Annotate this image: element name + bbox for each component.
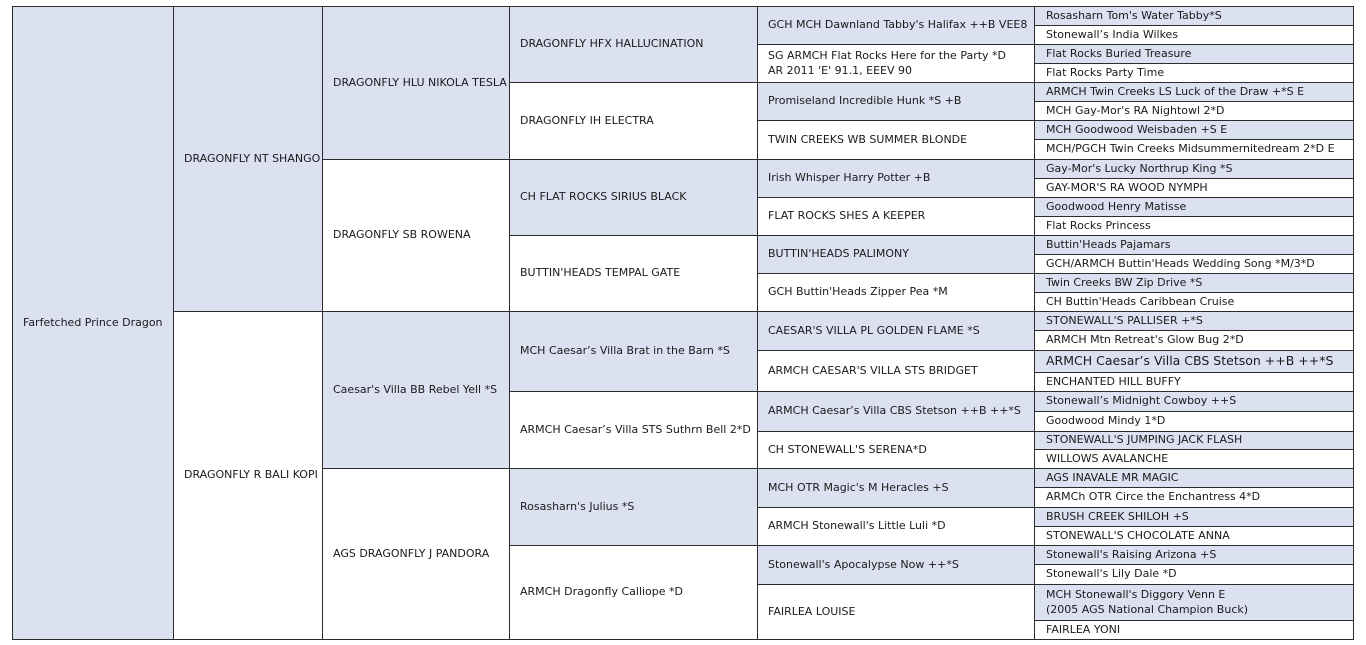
gen1-animal: Farfetched Prince Dragon bbox=[12, 6, 174, 640]
gen4-cell: BUTTIN'HEADS TEMPAL GATE bbox=[509, 235, 758, 312]
gen6-name: MCH Stonewall's Diggory Venn E bbox=[1046, 587, 1226, 601]
gen5-cell: Promiseland Incredible Hunk *S +B bbox=[757, 82, 1035, 121]
gen5-cell: FAIRLEA LOUISE bbox=[757, 584, 1035, 640]
gen4-cell: ARMCH Dragonfly Calliope *D bbox=[509, 545, 758, 640]
gen6-cell: MCH Gay-Mor's RA Nightowl 2*D bbox=[1034, 101, 1354, 121]
gen4-cell: Rosasharn's Julius *S bbox=[509, 468, 758, 546]
gen6-cell: STONEWALL'S PALLISER +*S bbox=[1034, 311, 1354, 331]
gen5-cell: ARMCH Stonewall's Little Luli *D bbox=[757, 507, 1035, 546]
gen6-cell: FAIRLEA YONI bbox=[1034, 620, 1354, 640]
gen5-cell: FLAT ROCKS SHES A KEEPER bbox=[757, 197, 1035, 236]
gen6-cell: STONEWALL'S CHOCOLATE ANNA bbox=[1034, 526, 1354, 546]
gen4-cell: MCH Caesar’s Villa Brat in the Barn *S bbox=[509, 311, 758, 392]
gen6-cell: Rosasharn Tom's Water Tabby*S bbox=[1034, 6, 1354, 26]
gen6-cell: Stonewall’s Midnight Cowboy ++S bbox=[1034, 391, 1354, 412]
gen6-cell: Buttin'Heads Pajamars bbox=[1034, 235, 1354, 255]
gen3-cell: Caesar's Villa BB Rebel Yell *S bbox=[322, 311, 510, 469]
gen4-cell: CH FLAT ROCKS SIRIUS BLACK bbox=[509, 159, 758, 236]
gen6-cell: Goodwood Henry Matisse bbox=[1034, 197, 1354, 217]
gen5-cell: BUTTIN'HEADS PALIMONY bbox=[757, 235, 1035, 274]
gen6-note: (2005 AGS National Champion Buck) bbox=[1046, 602, 1249, 616]
gen6-cell: WILLOWS AVALANCHE bbox=[1034, 449, 1354, 469]
gen6-cell: ARMCH Mtn Retreat's Glow Bug 2*D bbox=[1034, 330, 1354, 351]
gen6-cell: Goodwood Mindy 1*D bbox=[1034, 411, 1354, 432]
gen2-sire: DRAGONFLY NT SHANGO bbox=[173, 6, 323, 312]
gen5-cell: CH STONEWALL'S SERENA*D bbox=[757, 431, 1035, 469]
gen6-cell: Flat Rocks Buried Treasure bbox=[1034, 44, 1354, 64]
gen6-cell: ENCHANTED HILL BUFFY bbox=[1034, 372, 1354, 392]
gen6-cell: MCH/PGCH Twin Creeks Midsummernitedream 2*D E bbox=[1034, 139, 1354, 160]
gen5-cell: ARMCH CAESAR'S VILLA STS BRIDGET bbox=[757, 350, 1035, 392]
gen6-cell: CH Buttin'Heads Caribbean Cruise bbox=[1034, 292, 1354, 312]
gen6-cell: AGS INAVALE MR MAGIC bbox=[1034, 468, 1354, 488]
gen6-cell: Stonewall’s India Wilkes bbox=[1034, 25, 1354, 45]
gen5-name: SG ARMCH Flat Rocks Here for the Party *D bbox=[768, 48, 1007, 62]
gen6-cell: STONEWALL'S JUMPING JACK FLASH bbox=[1034, 431, 1354, 450]
gen5-cell: CAESAR'S VILLA PL GOLDEN FLAME *S bbox=[757, 311, 1035, 351]
gen4-cell: DRAGONFLY HFX HALLUCINATION bbox=[509, 6, 758, 83]
gen5-cell: Stonewall's Apocalypse Now ++*S bbox=[757, 545, 1035, 585]
gen6-cell: ARMCH Twin Creeks LS Luck of the Draw +*S E bbox=[1034, 82, 1354, 102]
gen6-cell: ARMCh OTR Circe the Enchantress 4*D bbox=[1034, 487, 1354, 508]
gen4-cell: ARMCH Caesar’s Villa STS Suthrn Bell 2*D bbox=[509, 391, 758, 469]
gen6-cell: Twin Creeks BW Zip Drive *S bbox=[1034, 273, 1354, 293]
gen6-cell: Gay-Mor's Lucky Northrup King *S bbox=[1034, 159, 1354, 179]
gen6-cell: GCH/ARMCH Buttin'Heads Wedding Song *M/3*D bbox=[1034, 254, 1354, 274]
gen5-cell: MCH OTR Magic's M Heracles +S bbox=[757, 468, 1035, 508]
gen6-cell: Flat Rocks Princess bbox=[1034, 216, 1354, 236]
gen4-cell: DRAGONFLY IH ELECTRA bbox=[509, 82, 758, 160]
gen5-cell bbox=[757, 44, 1035, 83]
gen2-dam: DRAGONFLY R BALI KOPI bbox=[173, 311, 323, 640]
gen3-cell: DRAGONFLY SB ROWENA bbox=[322, 159, 510, 312]
gen3-cell: DRAGONFLY HLU NIKOLA TESLA bbox=[322, 6, 510, 160]
gen5-cell: Irish Whisper Harry Potter +B bbox=[757, 159, 1035, 198]
gen5-cell: GCH Buttin'Heads Zipper Pea *M bbox=[757, 273, 1035, 312]
gen5-cell: TWIN CREEKS WB SUMMER BLONDE bbox=[757, 120, 1035, 160]
gen5-note: AR 2011 'E' 91.1, EEEV 90 bbox=[768, 63, 913, 77]
gen5-cell: GCH MCH Dawnland Tabby's Halifax ++B VEE8 bbox=[757, 6, 1035, 45]
gen6-cell: Stonewall's Raising Arizona +S bbox=[1034, 545, 1354, 565]
gen6-cell: BRUSH CREEK SHILOH +S bbox=[1034, 507, 1354, 527]
gen3-cell: AGS DRAGONFLY J PANDORA bbox=[322, 468, 510, 640]
gen5-cell: ARMCH Caesar’s Villa CBS Stetson ++B ++*S bbox=[757, 391, 1035, 432]
gen6-cell: Flat Rocks Party Time bbox=[1034, 63, 1354, 83]
gen6-cell: GAY-MOR'S RA WOOD NYMPH bbox=[1034, 178, 1354, 198]
gen6-cell bbox=[1034, 584, 1354, 621]
gen6-cell: Stonewall's Lily Dale *D bbox=[1034, 564, 1354, 585]
gen6-cell: ARMCH Caesar’s Villa CBS Stetson ++B ++*S bbox=[1034, 350, 1354, 373]
gen6-cell: MCH Goodwood Weisbaden +S E bbox=[1034, 120, 1354, 140]
